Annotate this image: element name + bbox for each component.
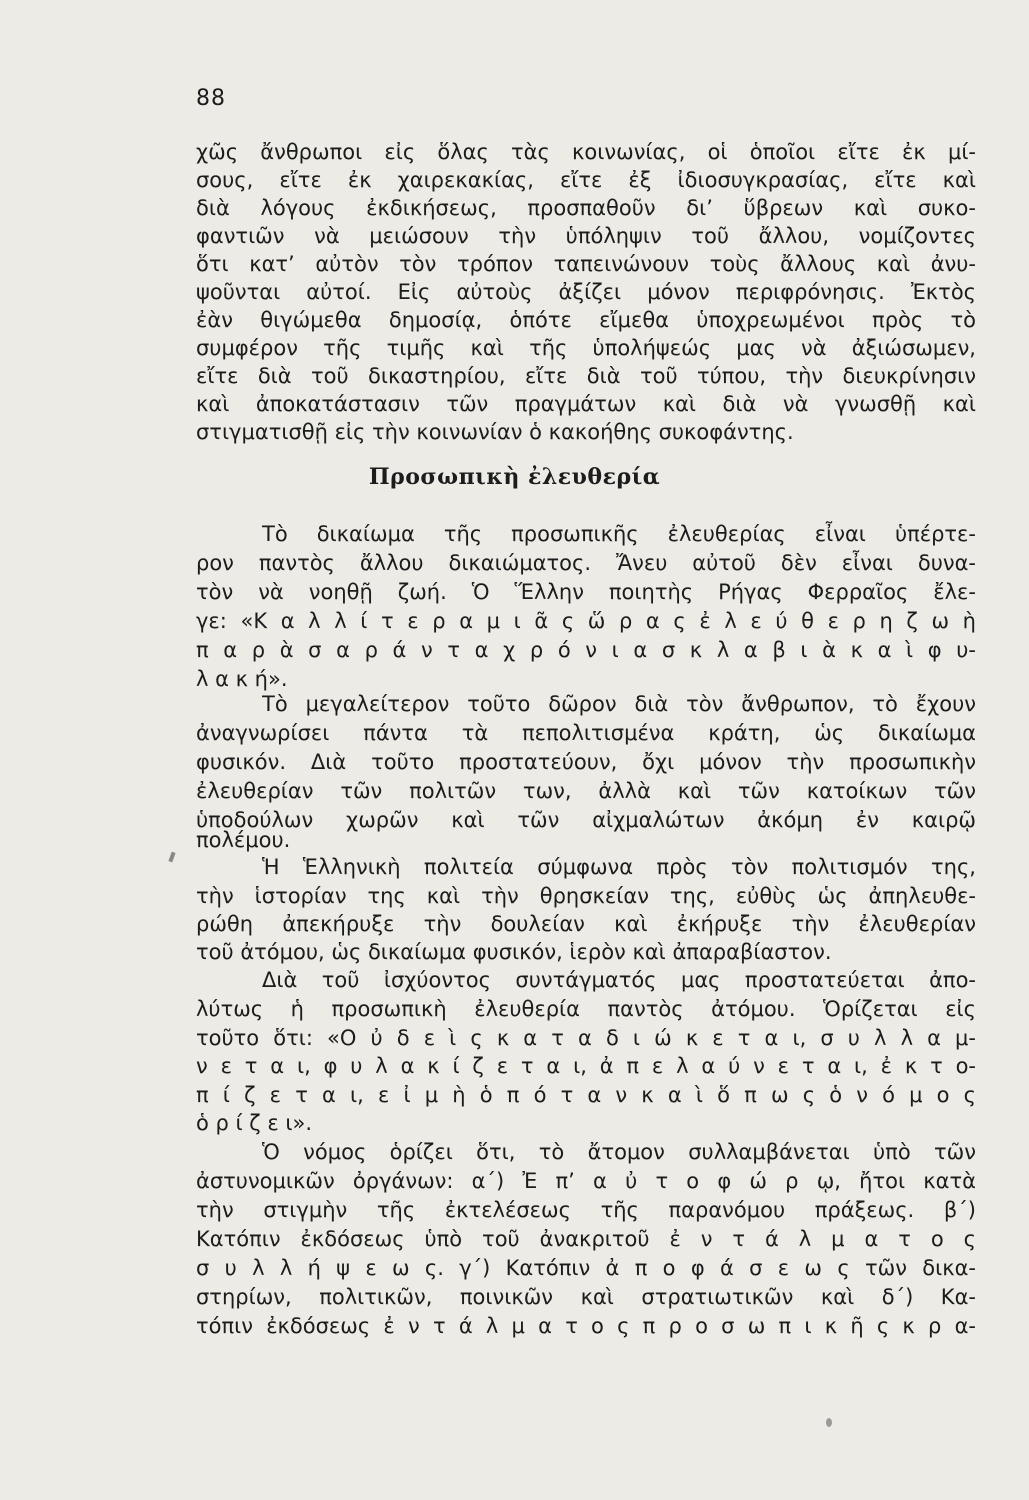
text-line: χῶς ἄνθρωποι εἰς ὅλας τὰς κοινωνίας, οἱ ὁποῖοι εἴτε ἐκ μί- (196, 140, 976, 164)
text-line: τὸν νὰ νοηθῇ ζωή. Ὁ Ἕλλην ποιητὴς Ρήγας Φερραῖος ἔλε- (196, 580, 976, 604)
text-line: καὶ ἀποκατάστασιν τῶν πραγμάτων καὶ διὰ νὰ γνωσθῇ καὶ (196, 392, 976, 416)
text-line: ὅτι κατ’ αὐτὸν τὸν τρόπον ταπεινώνουν τοὺς ἄλλους καὶ ἀνυ- (196, 252, 976, 276)
text-line: συμφέρον τῆς τιμῆς καὶ τῆς ὑπολήψεώς μας νὰ ἀξιώσωμεν, (196, 336, 976, 360)
text-line: π ί ζ ε τ α ι, ε ἰ μ ὴ ὁ π ό τ α ν κ α ὶ ὅ π ω ς ὁ ν ό μ ο ς (196, 1083, 976, 1107)
text-line: ρον παντὸς ἄλλου δικαιώματος. Ἄνευ αὐτοῦ δὲν εἶναι δυνα- (196, 551, 976, 575)
text-line: Τὸ μεγαλείτερον τοῦτο δῶρον διὰ τὸν ἄνθρωπον, τὸ ἔχουν (262, 692, 976, 716)
text-line: λύτως ἡ προσωπικὴ ἐλευθερία παντὸς ἀτόμου. Ὁρίζεται εἰς (196, 997, 976, 1021)
text-line: Ἡ Ἑλληνικὴ πολιτεία σύμφωνα πρὸς τὸν πολιτισμόν της, (262, 855, 976, 879)
text-line: εἴτε διὰ τοῦ δικαστηρίου, εἴτε διὰ τοῦ τύπου, τὴν διευκρίνησιν (196, 364, 976, 388)
text-line: ψοῦνται αὐτοί. Εἰς αὐτοὺς ἀξίζει μόνον περιφρόνησις. Ἐκτὸς (196, 280, 976, 304)
text-line: Κατόπιν ἐκδόσεως ὑπὸ τοῦ ἀνακριτοῦ ἐ ν τ ά λ μ α τ ο ς (196, 1227, 976, 1251)
text-line: ἀστυνομικῶν ὀργάνων: α΄) Ἐ π’ α ὐ τ ο φ ώ ρ ῳ, ἤτοι κατὰ (196, 1169, 976, 1193)
text-line: λ α κ ή». (196, 667, 288, 691)
section-heading: Προσωπικὴ ἐλευθερία (368, 464, 661, 490)
text-line: φαντιῶν νὰ μειώσουν τὴν ὑπόληψιν τοῦ ἄλλου, νομίζοντες (196, 224, 976, 248)
text-line: τὴν ἱστορίαν της καὶ τὴν θρησκείαν της, εὐθὺς ὡς ἀπηλευθε- (196, 884, 976, 908)
text-line: ὁ ρ ί ζ ε ι». (196, 1111, 313, 1135)
text-line: ν ε τ α ι, φ υ λ α κ ί ζ ε τ α ι, ἀ π ε λ α ύ ν ε τ α ι, ἐ κ τ ο- (196, 1054, 976, 1078)
text-line: ρώθη ἀπεκήρυξε τὴν δουλείαν καὶ ἐκήρυξε τὴν ἐλευθερίαν (196, 912, 976, 936)
text-line: ὑποδούλων χωρῶν καὶ τῶν αἰχμαλώτων ἀκόμη ἐν καιρῷ (196, 808, 976, 832)
text-line: στιγματισθῇ εἰς τὴν κοινωνίαν ὁ κακοήθης συκοφάντης. (196, 420, 794, 444)
text-line: τοῦ ἀτόμου, ὡς δικαίωμα φυσικόν, ἱερὸν καὶ ἀπαραβίαστον. (196, 940, 832, 964)
page-number: 88 (196, 86, 226, 111)
text-line: φυσικόν. Διὰ τοῦτο προστατεύουν, ὄχι μόνον τὴν προσωπικὴν (196, 750, 976, 774)
text-line: Τὸ δικαίωμα τῆς προσωπικῆς ἐλευθερίας εἶναι ὑπέρτε- (262, 522, 976, 546)
text-line: Ὁ νόμος ὁρίζει ὅτι, τὸ ἄτομον συλλαμβάνεται ὑπὸ τῶν (262, 1140, 976, 1164)
text-line: Διὰ τοῦ ἰσχύοντος συντάγματός μας προστατεύεται ἀπο- (262, 968, 976, 992)
text-line: σ υ λ λ ή ψ ε ω ς. γ΄) Κατόπιν ἀ π ο φ ά σ ε ω ς τῶν δικα- (196, 1256, 976, 1280)
text-line: ἐὰν θιγώμεθα δημοσίᾳ, ὁπότε εἴμεθα ὑποχρεωμένοι πρὸς τὸ (196, 308, 976, 332)
text-line: τόπιν ἐκδόσεως ἐ ν τ ά λ μ α τ ο ς π ρ ο σ ω π ι κ ῆ ς κ ρ α- (196, 1314, 976, 1338)
text-line: π α ρ ὰ σ α ρ ά ν τ α χ ρ ό ν ι α σ κ λ α β ι ὰ κ α ὶ φ υ- (196, 638, 976, 662)
text-line: τοῦτο ὅτι: «Ο ὐ δ ε ὶ ς κ α τ α δ ι ώ κ ε τ α ι, σ υ λ λ α μ- (196, 1026, 976, 1050)
margin-mark (168, 852, 175, 863)
text-line: ἐλευθερίαν τῶν πολιτῶν των, ἀλλὰ καὶ τῶν κατοίκων τῶν (196, 779, 976, 803)
text-line: πολέμου. (196, 828, 291, 852)
ink-dot (826, 1418, 832, 1427)
text-line: ἀναγνωρίσει πάντα τὰ πεπολιτισμένα κράτη, ὡς δικαίωμα (196, 721, 976, 745)
text-line: στηρίων, πολιτικῶν, ποινικῶν καὶ στρατιωτικῶν καὶ δ΄) Κα- (196, 1285, 976, 1309)
text-line: διὰ λόγους ἐκδικήσεως, προσπαθοῦν δι’ ὕβρεων καὶ συκο- (196, 196, 976, 220)
text-line: γε: «Κ α λ λ ί τ ε ρ α μ ι ᾶ ς ὥ ρ α ς ἐ λ ε ύ θ ε ρ η ζ ω ὴ (196, 609, 976, 633)
text-line: σους, εἴτε ἐκ χαιρεκακίας, εἴτε ἐξ ἰδιοσυγκρασίας, εἴτε καὶ (196, 168, 976, 192)
text-line: τὴν στιγμὴν τῆς ἐκτελέσεως τῆς παρανόμου πράξεως. β΄) (196, 1198, 976, 1222)
